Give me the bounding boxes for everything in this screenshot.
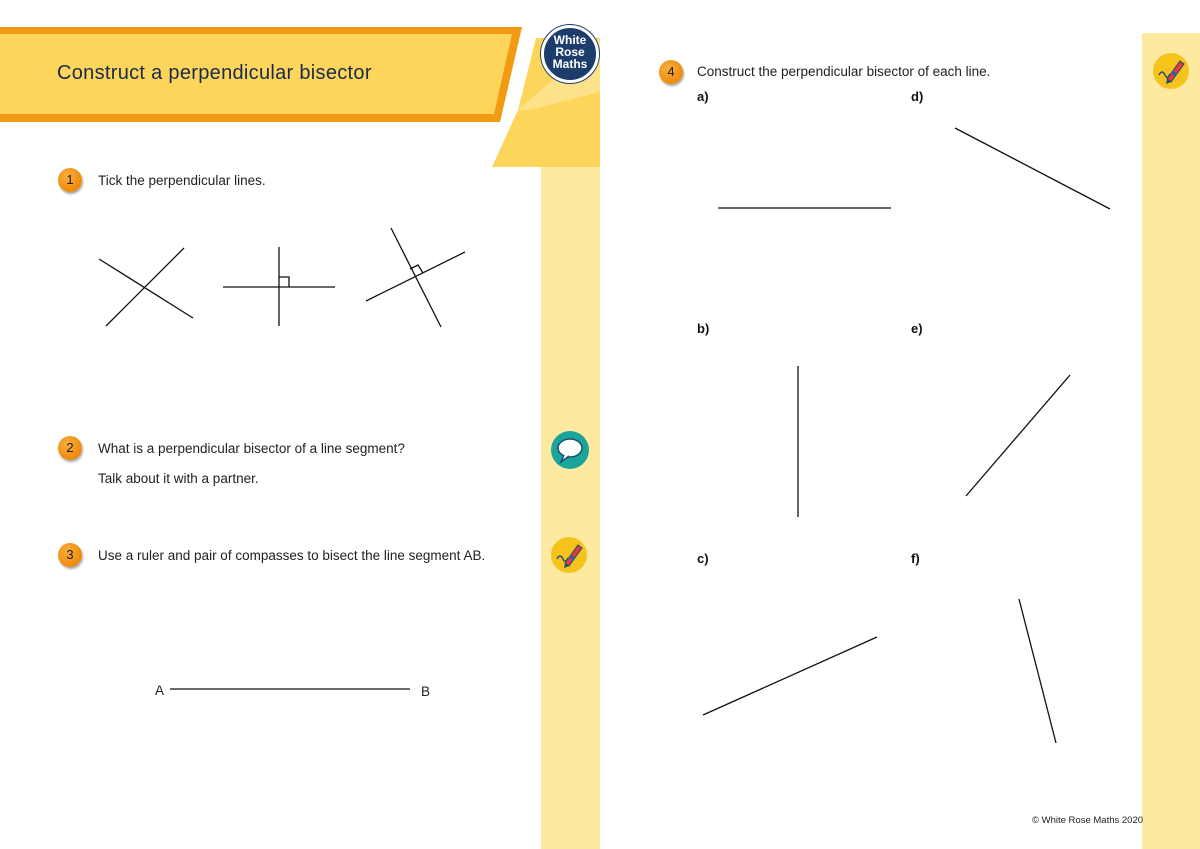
part-d-label: d) [911, 89, 924, 104]
page-title: Construct a perpendicular bisector [57, 62, 372, 84]
part-e-label: e) [911, 321, 923, 336]
logo-text-rose: Rose [555, 45, 585, 59]
speech-bubble-icon [551, 431, 589, 469]
question-1-number: 1 [58, 168, 82, 192]
part-f-label: f) [911, 551, 920, 566]
question-2-number: 2 [58, 436, 82, 460]
q4-line-d [955, 128, 1110, 209]
q4-line-c [703, 637, 877, 715]
logo-text-white: White [553, 33, 587, 47]
question-4-number: 4 [659, 60, 683, 84]
copyright-footer: © White Rose Maths 2020 [1032, 815, 1144, 826]
q4-line-e [966, 375, 1070, 496]
q1-line-pair-3[interactable] [366, 228, 465, 327]
pencil-icon [551, 537, 587, 573]
question-2-text: What is a perpendicular bisector of a line segment? [98, 441, 405, 456]
q4-line-f [1019, 599, 1056, 743]
part-c-label: c) [697, 551, 709, 566]
point-b-label: B [421, 684, 431, 699]
question-3-text: Use a ruler and pair of compasses to bisect the line segment AB. [98, 548, 486, 563]
part-a-label: a) [697, 89, 709, 104]
point-a-label: A [155, 683, 165, 698]
logo-text-maths: Maths [552, 57, 588, 71]
question-3-number: 3 [58, 543, 82, 567]
q1-line-pair-2[interactable] [223, 247, 335, 326]
part-b-label: b) [697, 321, 710, 336]
question-1-text: Tick the perpendicular lines. [98, 173, 266, 188]
q1-line-pair-1[interactable] [99, 248, 193, 326]
pencil-icon [1153, 53, 1189, 89]
question-4-text: Construct the perpendicular bisector of each line. [697, 64, 991, 79]
question-2-subtext: Talk about it with a partner. [98, 471, 259, 486]
